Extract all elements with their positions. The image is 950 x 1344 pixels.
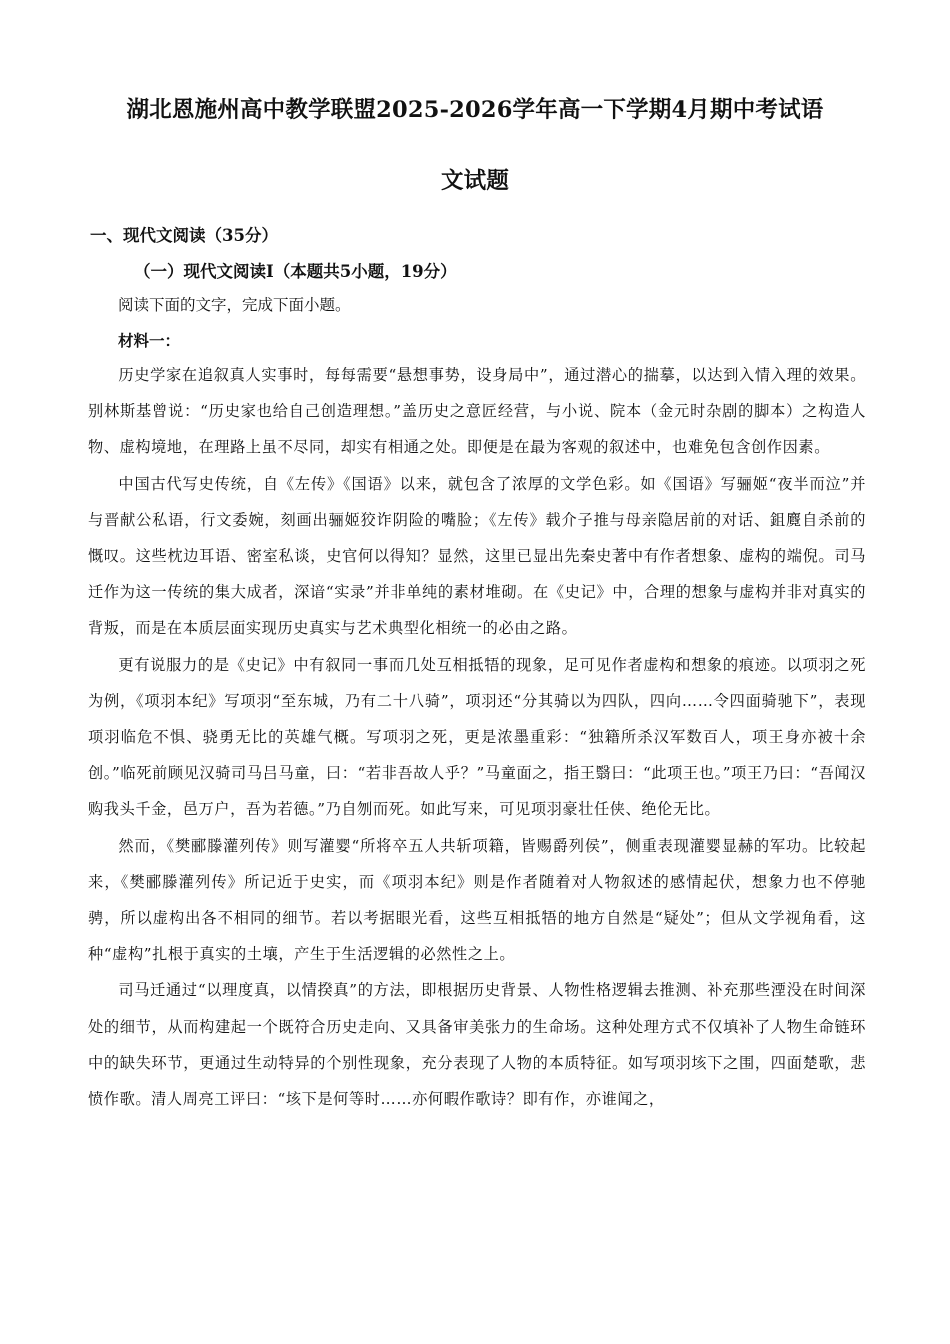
- material-label: 材料一：: [118, 331, 181, 350]
- subsection-heading: （一）现代文阅读Ⅰ（本题共5小题，19分）: [134, 262, 457, 281]
- paragraph: 历史学家在追叙真人实事时，每每需要“悬想事势，设身局中”，通过潜心的揣摹，以达到入情入理的效果。别林斯基曾说：“历史家也给自己创造理想。”盖历史之意匠经营，与小说、院本（金元时杂剧的脚本）之构造人物、虚构境地，在理路上虽不尽同，却实有相通之处。即便是在最为客观的叙述中，也难免包含创作因素。: [88, 366, 866, 457]
- exam-title-line-2: 文试题: [440, 168, 510, 194]
- reading-instruction: 阅读下面的文字，完成下面小题。: [118, 296, 351, 314]
- material-text: [88, 357, 866, 1117]
- paragraph: 更有说服力的是《史记》中有叙同一事而几处互相抵牾的现象，足可见作者虚构和想象的痕迹。以项羽之死为例，《项羽本纪》写项羽“至东城，乃有二十八骑”，项羽还“分其骑以为四队，四向……令四面骑驰下”，表现项羽临危不惧、骁勇无比的英雄气概。写项羽之死，更是浓墨重彩：“独籍所杀汉军数百人，项王身亦被十余创。”临死前顾见汉骑司马吕马童，曰：“若非吾故人乎？”马童面之，指王翳曰：“此项王也。”项王乃曰：“吾闻汉购我头千金，邑万户，吾为若德。”乃自刎而死。如此写来，可见项羽豪壮任侠、绝伦无比。: [88, 655, 866, 819]
- section-heading: 一、现代文阅读（35分）: [90, 226, 278, 245]
- paragraph: 司马迁通过“以理度真，以情揆真”的方法，即根据历史背景、人物性格逻辑去推测、补充那些湮没在时间深处的细节，从而构建起一个既符合历史走向、又具备审美张力的生命场。这种处理方式不仅填补了人物生命链环中的缺失环节，更通过生动特异的个别性现象，充分表现了人物的本质特征。如写项羽垓下之围，四面楚歌，悲愤作歌。清人周亮工评曰：“垓下是何等时……亦何暇作歌诗？即有作，亦谁闻之，: [88, 981, 866, 1109]
- exam-title-line-1: 湖北恩施州高中教学联盟2025-2026学年高一下学期4月期中考试语: [126, 97, 824, 123]
- paragraph: 然而，《樊郦滕灌列传》则写灌婴“所将卒五人共斩项籍，皆赐爵列侯”，侧重表现灌婴显赫的军功。比较起来，《樊郦滕灌列传》所记近于史实，而《项羽本纪》则是作者随着对人物叙述的感情起伏，想象力也不停驰骋，所以虚构出各不相同的细节。若以考据眼光看，这些互相抵牾的地方自然是“疑处”；但从文学视角看，这种“虚构”扎根于真实的土壤，产生于生活逻辑的必然性之上。: [88, 836, 866, 964]
- paragraph: 中国古代写史传统，自《左传》《国语》以来，就包含了浓厚的文学色彩。如《国语》写骊姬“夜半而泣”并与晋献公私语，行文委婉，刻画出骊姬狡诈阴险的嘴脸；《左传》载介子推与母亲隐居前的对话、鉏麑自杀前的慨叹。这些枕边耳语、密室私谈，史官何以得知？显然，这里已显出先秦史著中有作者想象、虚构的端倪。司马迁作为这一传统的集大成者，深谙“实录”并非单纯的素材堆砌。在《史记》中，合理的想象与虚构并非对真实的背叛，而是在本质层面实现历史真实与艺术典型化相统一的必由之路。: [88, 474, 866, 638]
